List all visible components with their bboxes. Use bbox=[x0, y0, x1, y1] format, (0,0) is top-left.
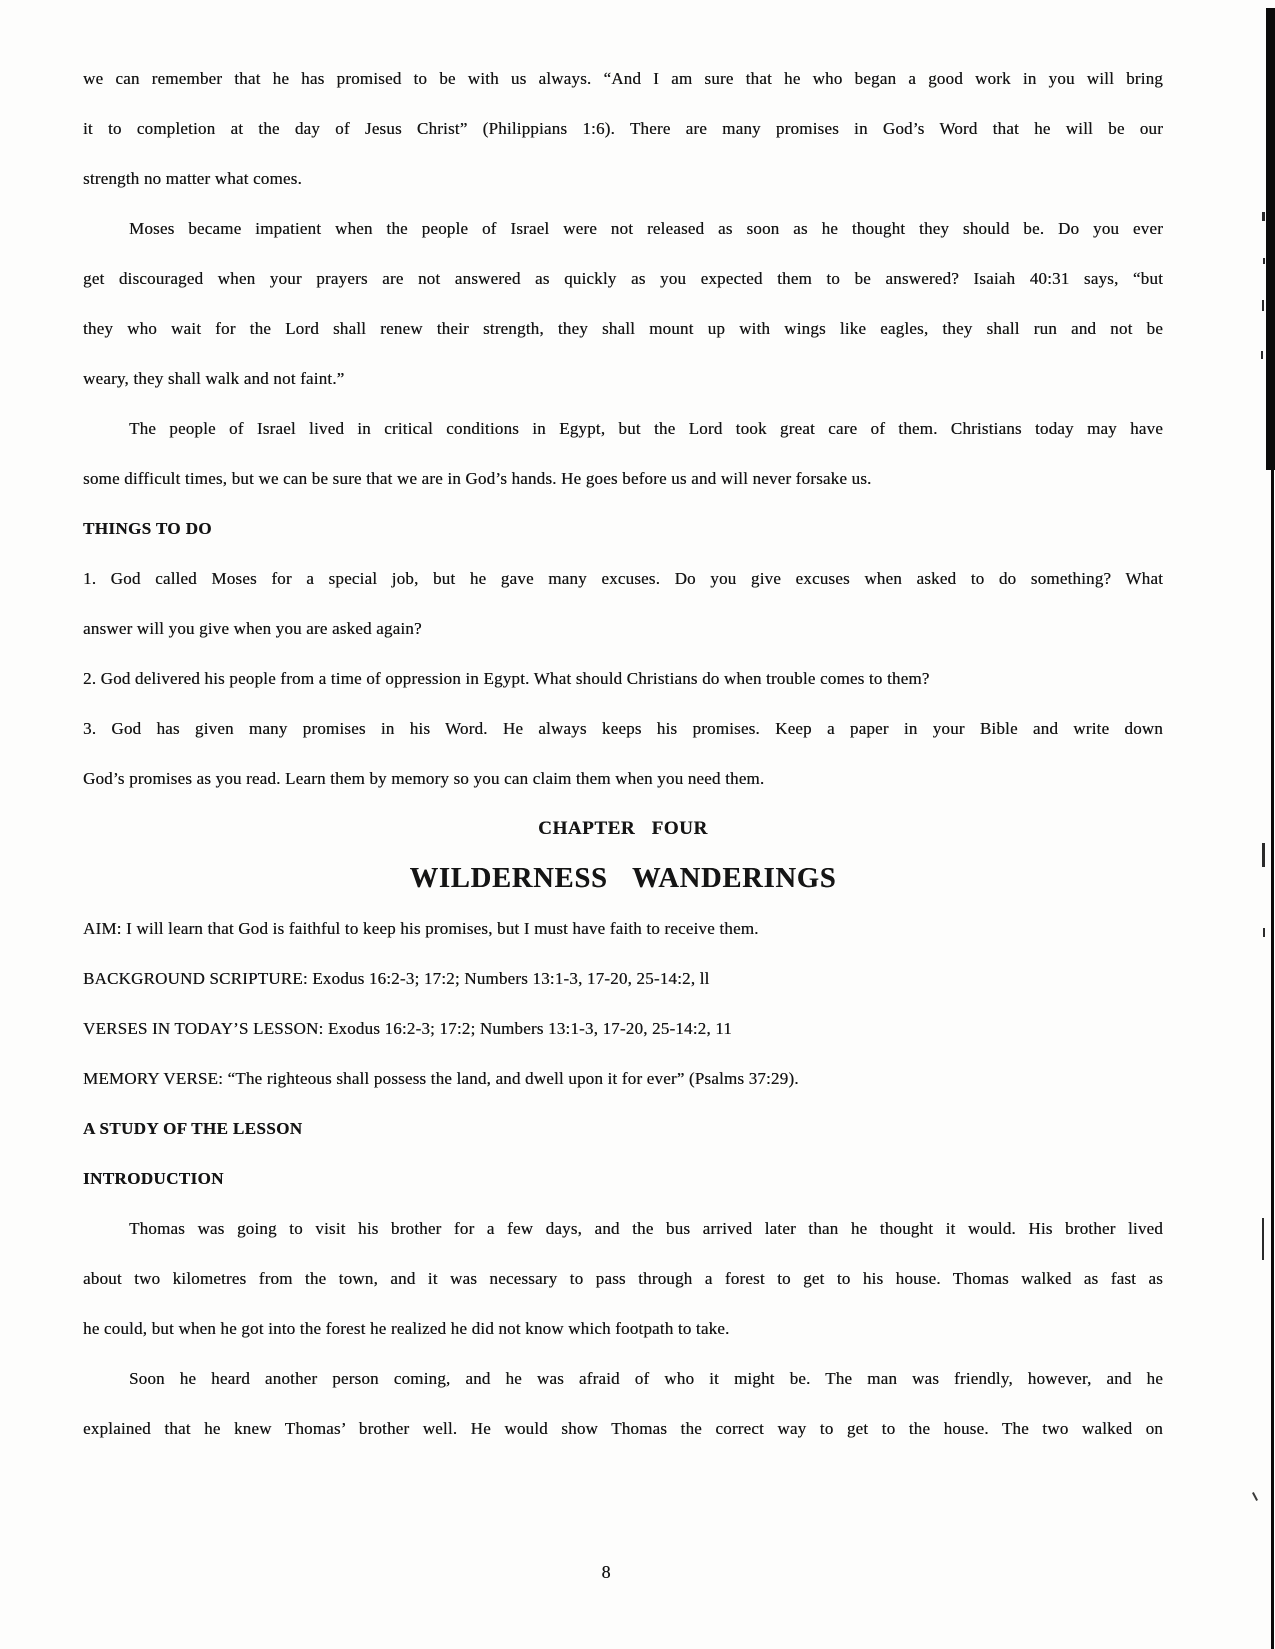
page-number: 8 bbox=[601, 1562, 611, 1582]
text-line: God’s promises as you read. Learn them by memory so you can claim them when you need them. bbox=[83, 769, 765, 788]
text-line: weary, they shall walk and not faint.” bbox=[83, 369, 345, 388]
scan-edge-line bbox=[1271, 470, 1274, 1649]
text-line: Moses became impatient when the people of Israel were not released as soon as he thought they should be. Do you ever bbox=[129, 219, 1163, 238]
text-line: some difficult times, but we can be sure that we are in God’s hands. He goes before us and will never forsake us. bbox=[83, 469, 872, 488]
text-line: about two kilometres from the town, and it was necessary to pass through a forest to get to his house. Thomas walked as fast as bbox=[83, 1269, 1163, 1288]
chapter-title: WILDERNESS WANDERINGS bbox=[409, 863, 837, 894]
text-line: VERSES IN TODAY’S LESSON: Exodus 16:2-3; 17:2; Numbers 13:1-3, 17-20, 25-14:2, 11 bbox=[83, 1019, 732, 1038]
text-line: 1. God called Moses for a special job, but he gave many excuses. Do you give excuses when asked to do something? What bbox=[83, 569, 1163, 588]
text-line: explained that he knew Thomas’ brother well. He would show Thomas the correct way to get to the house. The two walked on bbox=[83, 1419, 1163, 1438]
text-line: The people of Israel lived in critical conditions in Egypt, but the Lord took great care of them. Christians today may have bbox=[129, 419, 1163, 438]
text-line: strength no matter what comes. bbox=[83, 169, 302, 188]
text-line: 3. God has given many promises in his Word. He always keeps his promises. Keep a paper in your Bible and write down bbox=[83, 719, 1163, 738]
text-line: we can remember that he has promised to be with us always. “And I am sure that he who began a good work in you will bring bbox=[83, 69, 1163, 88]
scan-noise-speck bbox=[1263, 258, 1265, 264]
scan-noise-speck bbox=[1262, 843, 1265, 867]
text-line: Thomas was going to visit his brother for a few days, and the bus arrived later than he thought it would. His brother lived bbox=[129, 1219, 1163, 1238]
scan-noise-speck bbox=[1263, 928, 1265, 937]
text-line: they who wait for the Lord shall renew their strength, they shall mount up with wings like eagles, they shall run and not be bbox=[83, 319, 1163, 338]
text-line: get discouraged when your prayers are not answered as quickly as you expected them to be answered? Isaiah 40:31 says, “but bbox=[83, 269, 1163, 288]
text-line: 2. God delivered his people from a time of oppression in Egypt. What should Christians do when trouble comes to them? bbox=[83, 669, 930, 688]
text-lines bbox=[83, 54, 1163, 1454]
section-heading: THINGS TO DO bbox=[83, 519, 212, 538]
scan-noise-speck bbox=[1262, 212, 1265, 221]
text-line: it to completion at the day of Jesus Christ” (Philippians 1:6). There are many promises in God’s Word that he will be our bbox=[83, 119, 1163, 138]
chapter-label: CHAPTER FOUR bbox=[538, 818, 708, 839]
text-line: answer will you give when you are asked again? bbox=[83, 619, 422, 638]
scan-edge-bar bbox=[1266, 8, 1275, 470]
section-heading: A STUDY OF THE LESSON bbox=[83, 1119, 303, 1138]
text-line: AIM: I will learn that God is faithful to keep his promises, but I must have faith to receive them. bbox=[83, 919, 759, 938]
section-heading: INTRODUCTION bbox=[83, 1169, 224, 1188]
text-line: MEMORY VERSE: “The righteous shall possess the land, and dwell upon it for ever” (Psalms 37:29). bbox=[83, 1069, 799, 1088]
scan-noise-speck bbox=[1261, 351, 1263, 359]
scan-tick-mark bbox=[1252, 1492, 1258, 1501]
scan-noise-speck bbox=[1262, 300, 1264, 311]
text-line: Soon he heard another person coming, and he was afraid of who it might be. The man was friendly, however, and he bbox=[129, 1369, 1163, 1388]
scan-noise-speck bbox=[1262, 1218, 1264, 1260]
text-line: BACKGROUND SCRIPTURE: Exodus 16:2-3; 17:2; Numbers 13:1-3, 17-20, 25-14:2, ll bbox=[83, 969, 710, 988]
text-line: he could, but when he got into the forest he realized he did not know which footpath to take. bbox=[83, 1319, 730, 1338]
